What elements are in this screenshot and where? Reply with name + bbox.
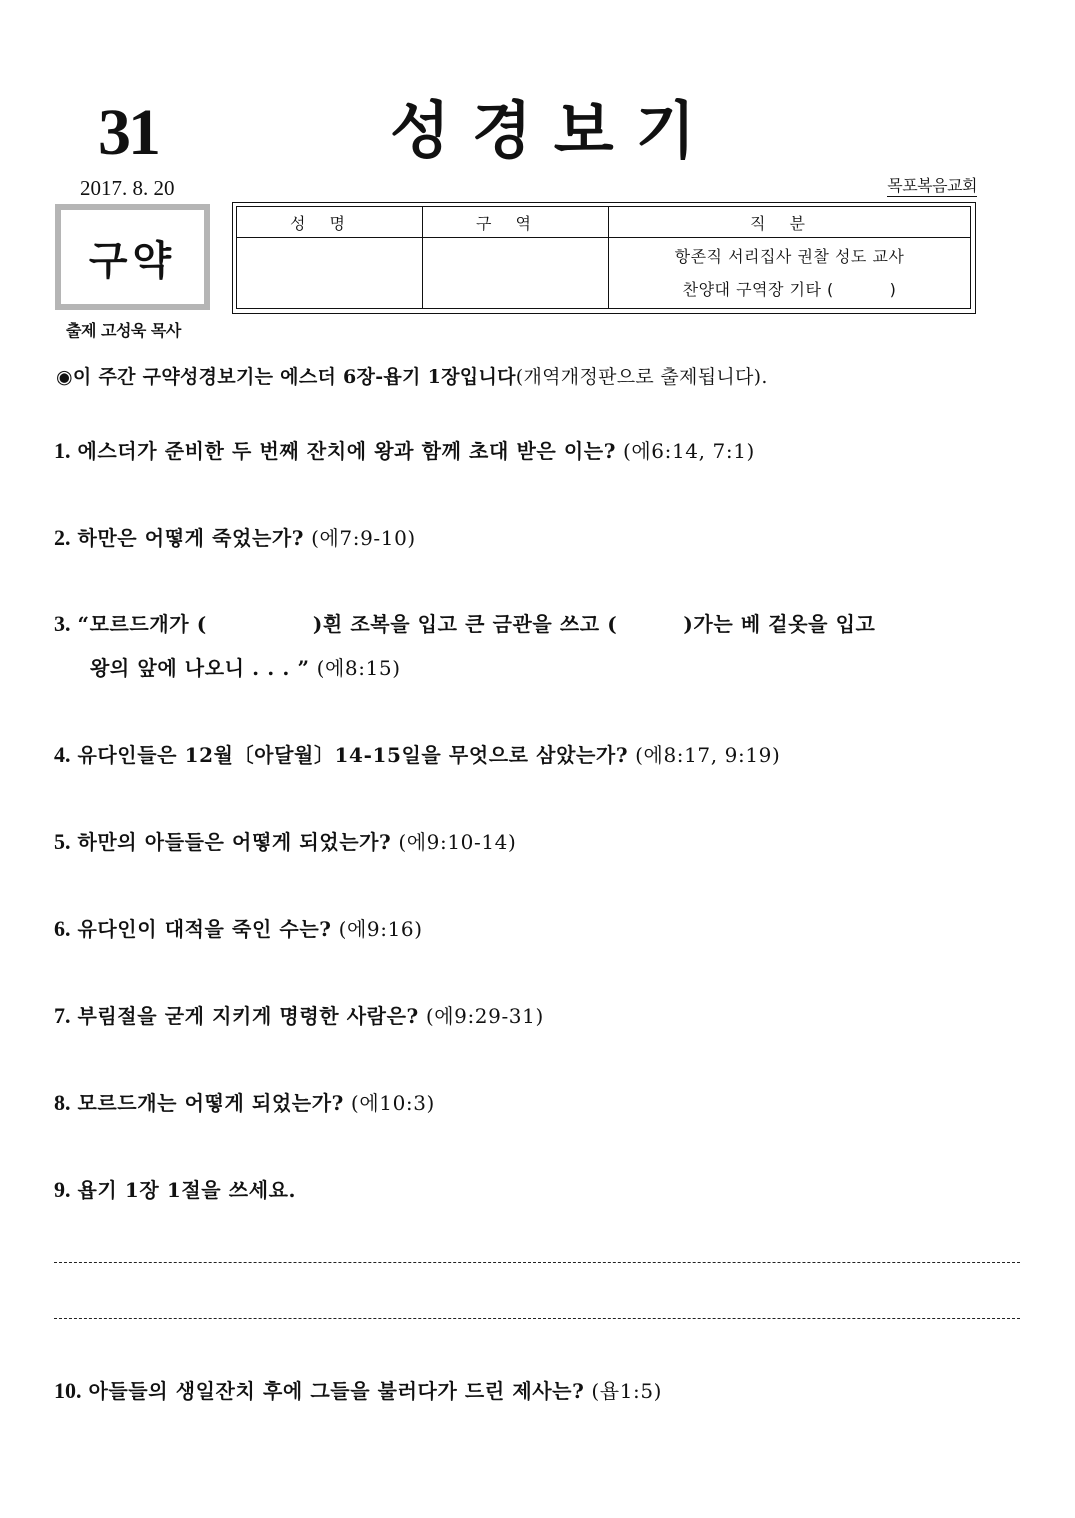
question-reference: (에9:16): [338, 917, 423, 941]
question-text: 유다인들은 12월〔아달월〕14-15일을 무엇으로 삼았는가?: [77, 743, 629, 767]
question-reference: (에7:9-10): [311, 526, 416, 550]
question-text: 하만의 아들들은 어떻게 되었는가?: [77, 830, 392, 854]
question-reference: (에8:17, 9:19): [635, 743, 781, 767]
question-reference: (에6:14, 7:1): [622, 439, 755, 463]
intro-statement: [56, 363, 768, 391]
testament-badge: [55, 204, 210, 310]
question-2: [54, 522, 416, 554]
question-number: 5.: [54, 829, 71, 854]
question-3: [54, 608, 875, 640]
question-text-part-d: 왕의 앞에 나오니 . . . ”: [90, 656, 310, 680]
question-reference: (에10:3): [350, 1091, 435, 1115]
issue-number: 31: [98, 96, 158, 169]
question-text: 모르드개는 어떻게 되었는가?: [77, 1091, 344, 1115]
member-info-table: [232, 202, 976, 314]
question-reference: (에8:15): [316, 656, 401, 680]
question-text: 욥기 1장 1절을 쓰세요.: [77, 1178, 297, 1202]
question-number: 1.: [54, 438, 71, 463]
question-3-continued: [90, 652, 401, 684]
church-name: 목포복음교회: [887, 176, 977, 195]
issue-date: 2017. 8. 20: [80, 176, 175, 200]
question-text: 부림절을 굳게 지키게 명령한 사람은?: [77, 1004, 419, 1028]
role-column-header: 직분: [609, 207, 971, 238]
intro-bold: ◉이 주간 구약성경보기는 에스더 6장-욥기 1장입니다: [56, 366, 516, 388]
question-text: 에스더가 준비한 두 번째 잔치에 왕과 함께 초대 받은 이는?: [77, 439, 617, 463]
question-number: 6.: [54, 916, 71, 941]
question-5: [54, 826, 516, 858]
question-reference: (에9:10-14): [398, 830, 517, 854]
intro-note: (개역개정판으로 출제됩니다).: [515, 366, 768, 388]
name-column-header: 성명: [237, 207, 423, 238]
question-4: [54, 739, 780, 771]
page-title: 성경보기: [390, 94, 718, 167]
testament-badge-label: 구약: [88, 237, 177, 284]
question-reference: (욥1:5): [591, 1379, 663, 1403]
district-column-header: 구역: [423, 207, 609, 238]
question-8: [54, 1087, 435, 1119]
question-6: [54, 913, 423, 945]
question-7: [54, 1000, 544, 1032]
question-reference: (에9:29-31): [425, 1004, 544, 1028]
question-text-part-c: )가는 베 겉옷을 입고: [683, 612, 876, 636]
question-text: 아들들의 생일잔치 후에 그들을 불러다가 드린 제사는?: [88, 1379, 585, 1403]
question-9: [54, 1174, 296, 1206]
answer-line-1[interactable]: [54, 1262, 1020, 1263]
question-text: 하만은 어떻게 죽었는가?: [77, 526, 305, 550]
answer-line-2[interactable]: [54, 1318, 1020, 1319]
question-text: 유다인이 대적을 죽인 수는?: [77, 917, 332, 941]
question-number: 8.: [54, 1090, 71, 1115]
role-options-line1: 항존직 서리집사 권찰 성도 교사: [674, 247, 905, 266]
question-1: [54, 435, 755, 467]
question-number: 2.: [54, 525, 71, 550]
question-number: 9.: [54, 1177, 71, 1202]
question-number: 4.: [54, 742, 71, 767]
district-field[interactable]: [423, 238, 609, 309]
question-10: [54, 1375, 662, 1407]
question-number: 10.: [54, 1378, 82, 1403]
role-options-line2: 찬양대 구역장 기타 ( ): [682, 280, 897, 299]
name-field[interactable]: [237, 238, 423, 309]
question-text-part-a: “모르드개가 (: [77, 612, 207, 636]
question-text-part-b: )흰 조복을 입고 큰 금관을 쓰고 (: [312, 612, 618, 636]
author-credit: 출제 고성욱 목사: [66, 321, 181, 340]
question-number: 7.: [54, 1003, 71, 1028]
question-number: 3.: [54, 611, 71, 636]
role-options[interactable]: [609, 238, 971, 309]
